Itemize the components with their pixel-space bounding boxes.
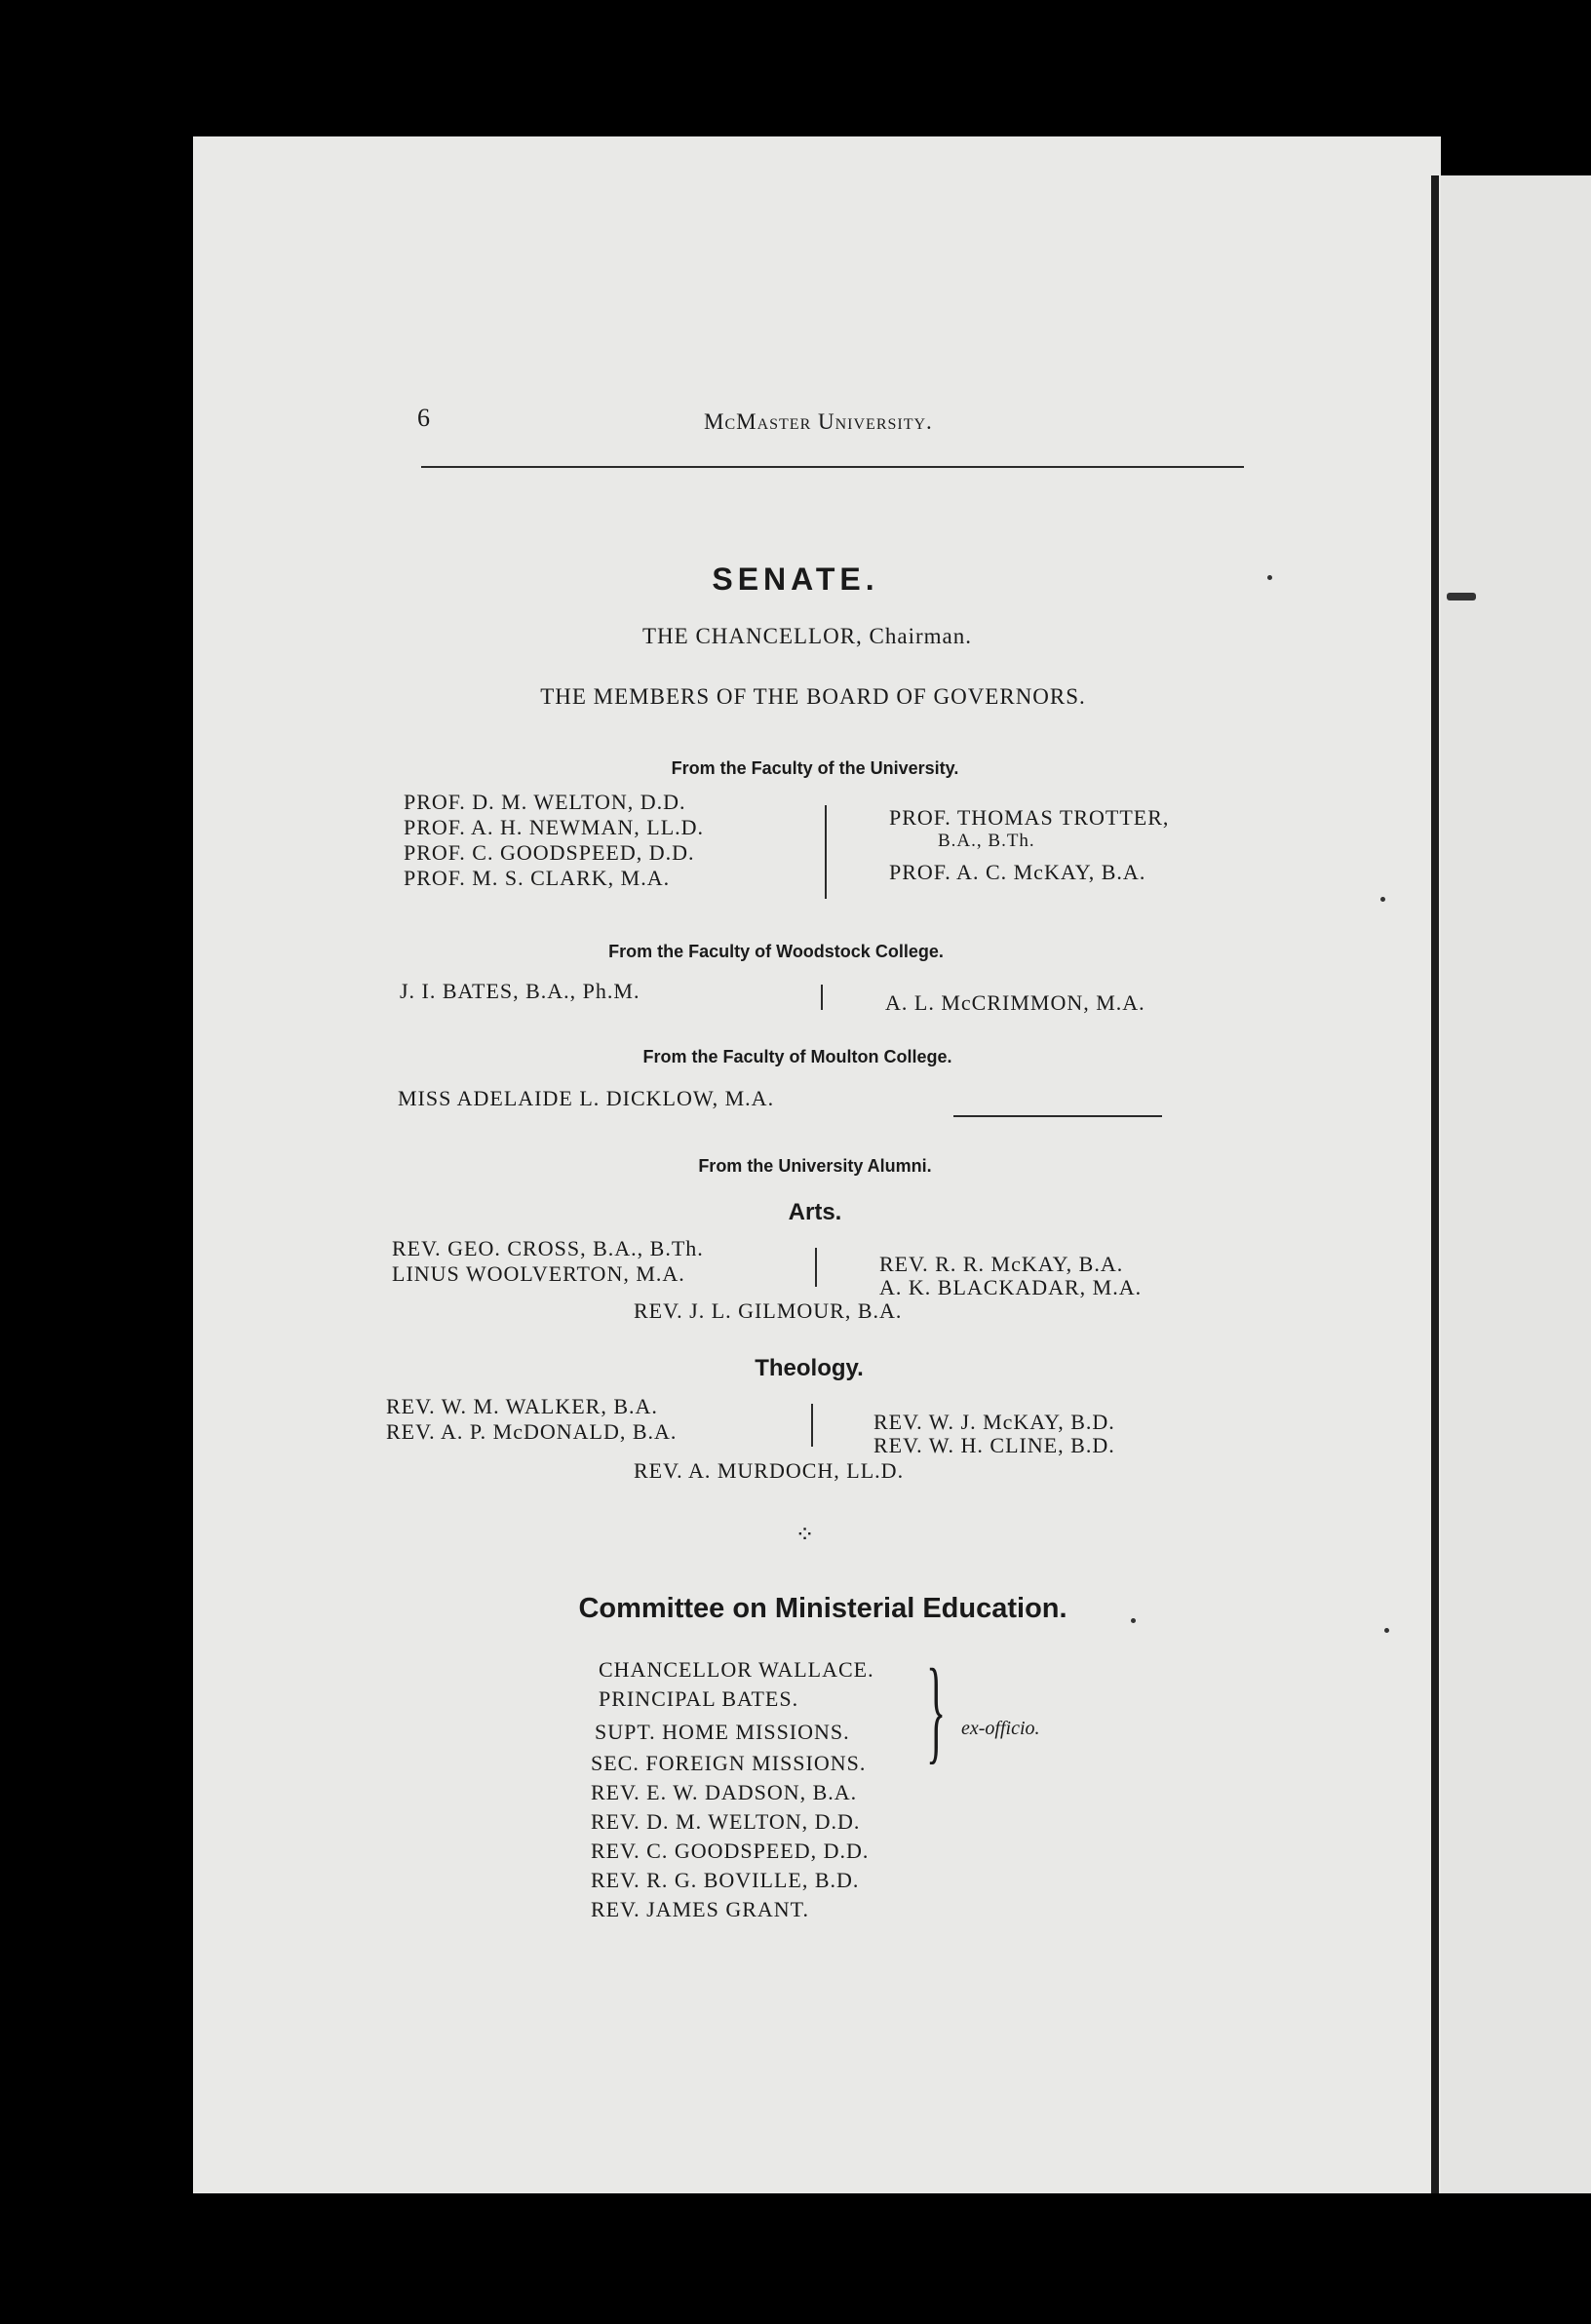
- member-name: PROF. A. H. NEWMAN, LL.D.: [404, 815, 705, 839]
- member-name: REV. J. L. GILMOUR, B.A.: [634, 1298, 903, 1323]
- member-name: PROF. A. C. McKAY, B.A.: [889, 860, 1146, 884]
- member-name: PROF. D. M. WELTON, D.D.: [404, 790, 686, 814]
- moulton-heading: From the Faculty of Moulton College.: [642, 1047, 952, 1066]
- woodstock-heading: From the Faculty of Woodstock College.: [608, 942, 944, 961]
- member-name: A. K. BLACKADAR, M.A.: [879, 1275, 1143, 1299]
- member-name: REV. JAMES GRANT.: [591, 1897, 809, 1921]
- facing-page-edge: [1441, 175, 1591, 2193]
- member-name: REV. A. MURDOCH, LL.D.: [634, 1458, 905, 1483]
- member-name: REV. W. J. McKAY, B.D.: [873, 1410, 1115, 1434]
- column-divider: [821, 985, 823, 1010]
- page-gutter: [1431, 175, 1439, 2193]
- member-name: REV. D. M. WELTON, D.D.: [591, 1809, 861, 1834]
- senate-board: THE MEMBERS OF THE BOARD OF GOVERNORS.: [540, 684, 1086, 709]
- member-name: REV. W. H. CLINE, B.D.: [873, 1433, 1115, 1457]
- page-number: 6: [417, 404, 431, 432]
- member-name: CHANCELLOR WALLACE.: [599, 1657, 874, 1682]
- member-name: REV. C. GOODSPEED, D.D.: [591, 1839, 870, 1863]
- member-degree: B.A., B.Th.: [938, 831, 1035, 851]
- member-name: PRINCIPAL BATES.: [599, 1686, 799, 1711]
- senate-title: SENATE.: [712, 562, 879, 597]
- member-name: LINUS WOOLVERTON, M.A.: [392, 1261, 685, 1286]
- member-name: J. I. BATES, B.A., Ph.M.: [400, 979, 640, 1003]
- member-name: REV. E. W. DADSON, B.A.: [591, 1780, 858, 1804]
- ex-officio-brace: }: [926, 1645, 947, 1774]
- member-name: MISS ADELAIDE L. DICKLOW, M.A.: [398, 1086, 775, 1110]
- member-name: SEC. FOREIGN MISSIONS.: [591, 1751, 867, 1775]
- scan-speck: [1380, 897, 1385, 902]
- moulton-rule: [953, 1115, 1162, 1117]
- column-divider: [815, 1248, 817, 1287]
- column-divider: [825, 805, 827, 899]
- member-name: REV. R. G. BOVILLE, B.D.: [591, 1868, 860, 1892]
- member-name: PROF. C. GOODSPEED, D.D.: [404, 840, 695, 865]
- scan-speck: [1131, 1618, 1136, 1623]
- scan-speck: [1447, 593, 1476, 600]
- member-name: REV. W. M. WALKER, B.A.: [386, 1394, 658, 1418]
- theology-heading: Theology.: [755, 1355, 864, 1381]
- member-name: A. L. McCRIMMON, M.A.: [885, 990, 1145, 1015]
- member-name: REV. R. R. McKAY, B.A.: [879, 1252, 1124, 1276]
- alumni-heading: From the University Alumni.: [698, 1156, 932, 1176]
- member-name: REV. GEO. CROSS, B.A., B.Th.: [392, 1236, 704, 1260]
- ex-officio-label: ex-officio.: [961, 1718, 1040, 1739]
- scan-speck: [1267, 575, 1272, 580]
- committee-title: Committee on Ministerial Education.: [578, 1593, 1067, 1624]
- member-name: SUPT. HOME MISSIONS.: [595, 1720, 850, 1744]
- senate-chairman: THE CHANCELLOR, Chairman.: [641, 624, 972, 648]
- scan-speck: [1384, 1628, 1389, 1633]
- member-name: PROF. THOMAS TROTTER,: [889, 805, 1170, 830]
- column-divider: [811, 1404, 813, 1447]
- member-name: PROF. M. S. CLARK, M.A.: [404, 866, 671, 890]
- arts-heading: Arts.: [788, 1199, 842, 1225]
- university-faculty-heading: From the Faculty of the University.: [671, 758, 959, 778]
- ornament: ⁘: [795, 1523, 816, 1548]
- member-name: REV. A. P. McDONALD, B.A.: [386, 1419, 678, 1444]
- running-title: McMaster University.: [704, 409, 933, 434]
- header-rule: [421, 466, 1244, 468]
